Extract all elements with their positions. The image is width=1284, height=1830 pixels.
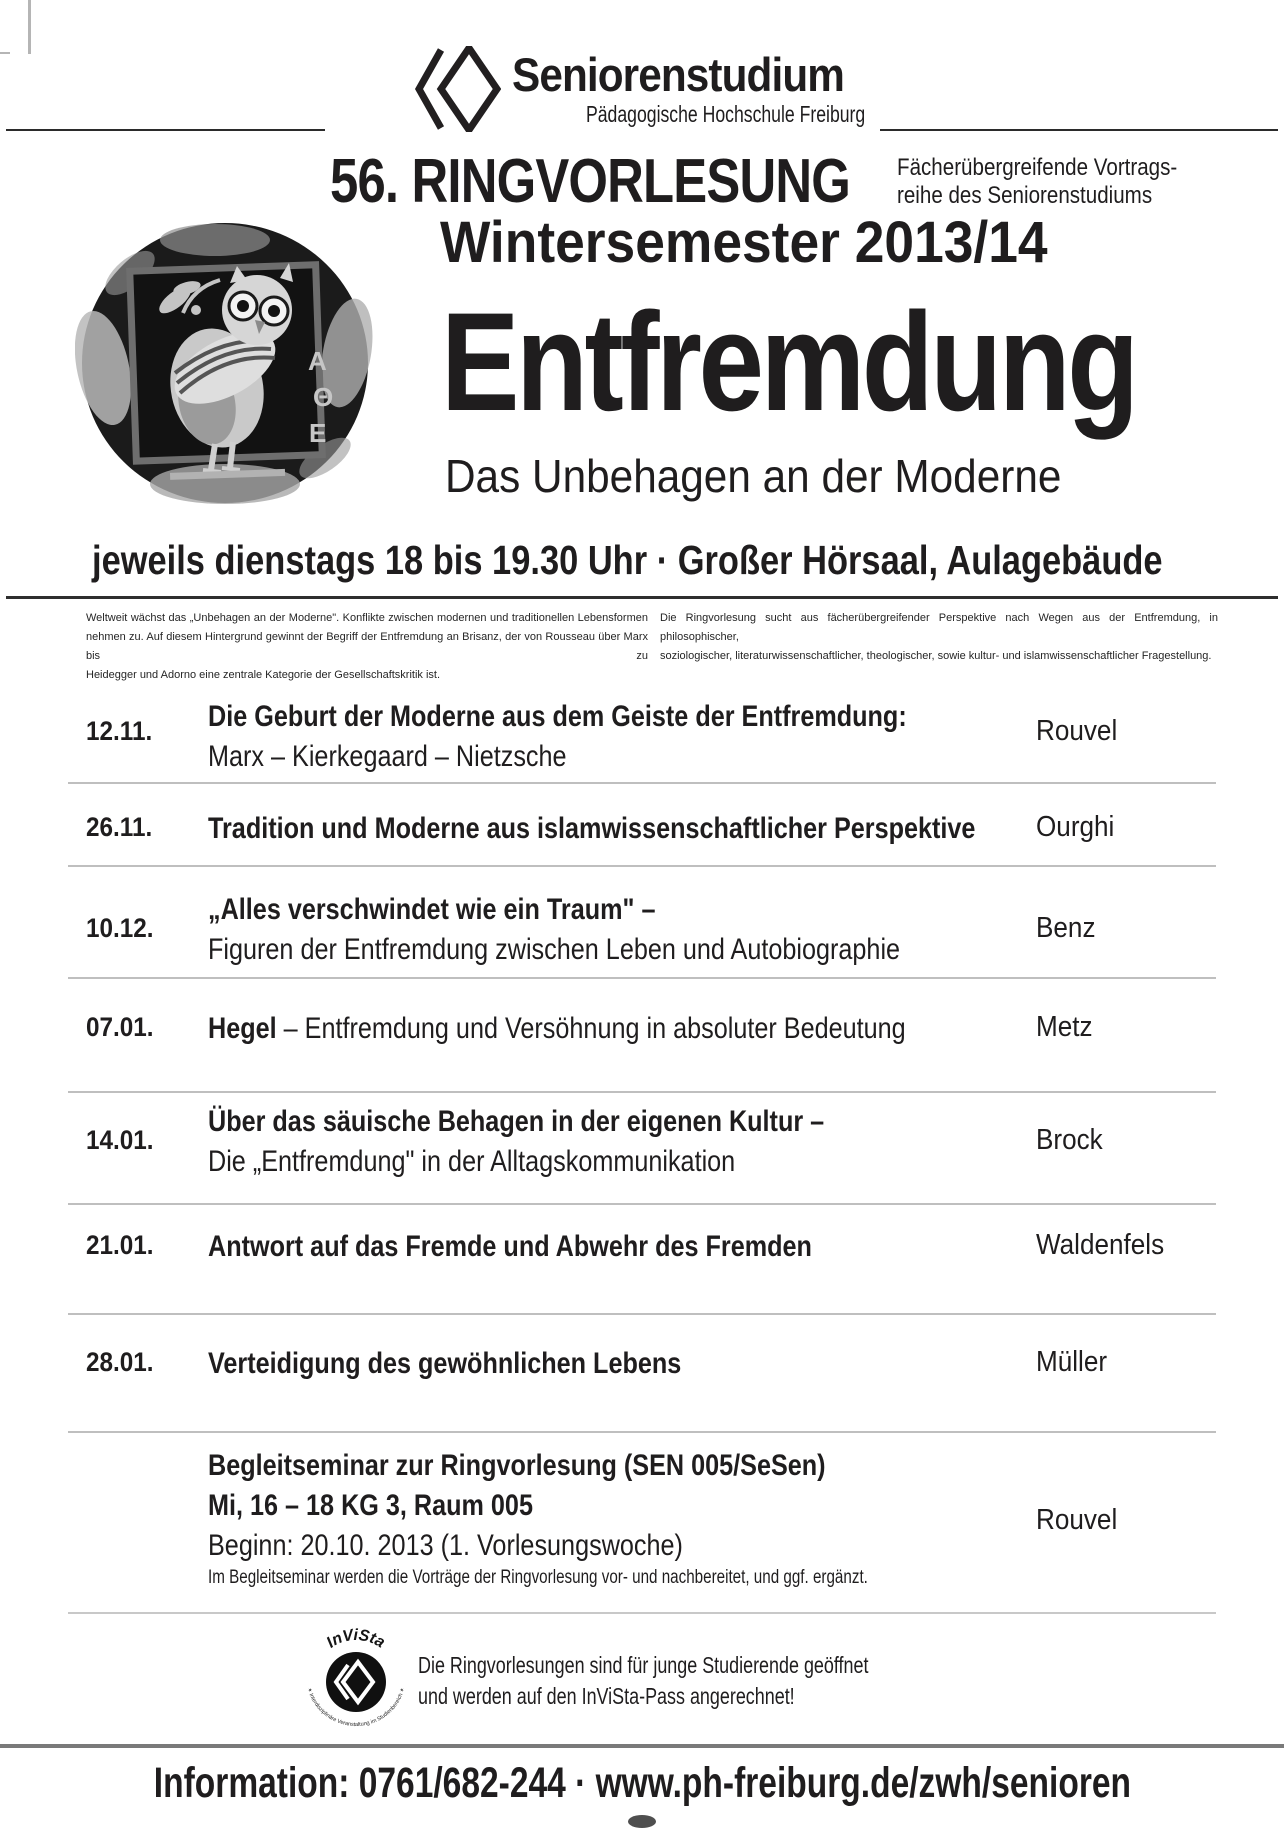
seminar-note: Im Begleitseminar werden die Vorträge der Ringvorlesung vor- und nachbereitet, und ggf. ergänzt. bbox=[208, 1567, 868, 1588]
footer-rule bbox=[0, 1744, 1284, 1748]
main-subtitle: Das Unbehagen an der Moderne bbox=[445, 450, 1062, 502]
lecture-speaker: Benz bbox=[1036, 912, 1096, 944]
svg-text:InViSta bbox=[324, 1627, 388, 1652]
series-side-note-line-1: Fächerübergreifende Vortrags- bbox=[897, 154, 1178, 181]
brand-subtitle: Pädagogische Hochschule Freiburg bbox=[586, 101, 866, 127]
coin-letter-epsilon: Ε bbox=[309, 418, 327, 448]
row-separator bbox=[68, 1431, 1216, 1433]
header-rule-left bbox=[6, 129, 325, 131]
coin-letter-alpha: Α bbox=[308, 346, 327, 376]
invista-badge-title: InViSta bbox=[323, 1626, 388, 1652]
lecture-title-line-1 bbox=[208, 1012, 906, 1045]
seminar-title-line: Begleitseminar zur Ringvorlesung (SEN 005/SeSen) bbox=[208, 1449, 826, 1482]
lecture-title-line-1: Tradition und Moderne aus islamwissenschaftlicher Perspektive bbox=[208, 812, 976, 845]
print-mark bbox=[628, 1815, 656, 1828]
schedule-line: jeweils dienstags 18 bis 19.30 Uhr · Großer Hörsaal, Aulagebäude bbox=[92, 537, 1163, 583]
seminar-time-line: Mi, 16 – 18 KG 3, Raum 005 bbox=[208, 1489, 533, 1522]
semester-title: Wintersemester 2013/14 bbox=[440, 210, 1048, 275]
section-separator bbox=[68, 1612, 1216, 1614]
lecture-title-line-2: Die „Entfremdung" in der Alltagskommunikation bbox=[208, 1145, 736, 1178]
lecture-title-line-1: „Alles verschwindet wie ein Traum" – bbox=[208, 893, 656, 926]
intro-left-line-2: nehmen zu. Auf diesem Hintergrund gewinnt der Begriff der Entfremdung an Brisanz, der von Rousseau über Marx bis zu bbox=[86, 631, 648, 662]
lecture-date: 14.01. bbox=[86, 1125, 154, 1155]
footer-info-line bbox=[0, 1760, 1284, 1806]
seminar-begin-line: Beginn: 20.10. 2013 (1. Vorlesungswoche) bbox=[208, 1529, 683, 1562]
series-side-note-line-2: reihe des Seniorenstudiums bbox=[897, 181, 1153, 209]
lecture-title-line-1: Die Geburt der Moderne aus dem Geiste der Entfremdung: bbox=[208, 700, 907, 733]
invista-note-line-1: Die Ringvorlesungen sind für junge Studierende geöffnet bbox=[418, 1652, 869, 1678]
intro-right-column bbox=[660, 609, 1218, 666]
lecture-title-rest: – Entfremdung und Versöhnung in absoluter Bedeutung bbox=[276, 1012, 906, 1045]
crop-mark bbox=[0, 52, 10, 54]
invista-badge-ring-text: ✶ Interdisziplinäre Veranstaltung im Studienbereich ✶ bbox=[305, 1687, 407, 1729]
athena-owl-coin-image bbox=[75, 218, 375, 508]
lecture-title-line-1: Über das säuische Behagen in der eigenen Kultur – bbox=[208, 1105, 825, 1138]
lecture-date: 28.01. bbox=[86, 1347, 154, 1377]
lecture-speaker: Ourghi bbox=[1036, 811, 1115, 843]
brand-title: Seniorenstudium bbox=[512, 48, 844, 101]
lecture-date: 12.11. bbox=[86, 716, 153, 746]
intro-left-line-3: Heidegger und Adorno eine zentrale Kategorie der Gesellschaftskritik ist. bbox=[86, 669, 441, 681]
seminar-speaker: Rouvel bbox=[1036, 1504, 1118, 1536]
lecture-date: 07.01. bbox=[86, 1012, 154, 1042]
row-separator bbox=[68, 977, 1216, 979]
crop-mark bbox=[28, 0, 31, 54]
lecture-speaker: Brock bbox=[1036, 1124, 1103, 1156]
intro-right-line-1: Die Ringvorlesung sucht aus fächerübergreifender Perspektive nach Wegen aus der Entfremdung, in philosophischer, bbox=[660, 612, 1218, 643]
series-side-note bbox=[897, 154, 1177, 209]
lecture-date: 21.01. bbox=[86, 1230, 154, 1260]
intro-left-column bbox=[86, 609, 648, 685]
lecture-title-line-2: Figuren der Entfremdung zwischen Leben und Autobiographie bbox=[208, 933, 901, 966]
diamond-chevron-logo-icon bbox=[413, 46, 501, 132]
footer-info-text: Information: 0761/682-244 · www.ph-freiburg.de/zwh/senioren bbox=[153, 1759, 1131, 1807]
lecture-title-line-1: Antwort auf das Fremde und Abwehr des Fremden bbox=[208, 1230, 812, 1263]
lecture-speaker: Waldenfels bbox=[1036, 1229, 1165, 1261]
invista-badge-icon bbox=[296, 1620, 416, 1740]
lecture-speaker: Rouvel bbox=[1036, 715, 1118, 747]
row-separator bbox=[68, 1203, 1216, 1205]
row-separator bbox=[68, 1091, 1216, 1093]
main-title: Entfremdung bbox=[441, 283, 1136, 440]
intro-left-line-1: Weltweit wächst das „Unbehagen an der Moderne". Konflikte zwischen modernen und traditionellen Lebensformen bbox=[86, 612, 648, 624]
row-separator bbox=[68, 865, 1216, 867]
lecture-speaker: Metz bbox=[1036, 1011, 1093, 1043]
lecture-date: 10.12. bbox=[86, 913, 154, 943]
lecture-title-emphasis: Hegel bbox=[208, 1012, 277, 1045]
series-title: 56. RINGVORLESUNG bbox=[330, 147, 850, 216]
header-rule-right bbox=[880, 129, 1278, 131]
lecture-speaker: Müller bbox=[1036, 1346, 1108, 1378]
invista-note-line-2: und werden auf den InViSta-Pass angerechnet! bbox=[418, 1683, 795, 1709]
lecture-title-line-2: Marx – Kierkegaard – Nietzsche bbox=[208, 740, 567, 773]
coin-letter-theta: Θ bbox=[313, 382, 334, 412]
row-separator bbox=[68, 1313, 1216, 1315]
lecture-date: 26.11. bbox=[86, 812, 153, 842]
intro-right-line-2: soziologischer, literaturwissenschaftlicher, theologischer, sowie kultur- und islamwissenschaftlicher Fragestellung. bbox=[660, 650, 1212, 662]
row-separator bbox=[68, 782, 1216, 784]
content-divider bbox=[6, 596, 1278, 599]
lecture-title-line-1: Verteidigung des gewöhnlichen Lebens bbox=[208, 1347, 682, 1380]
